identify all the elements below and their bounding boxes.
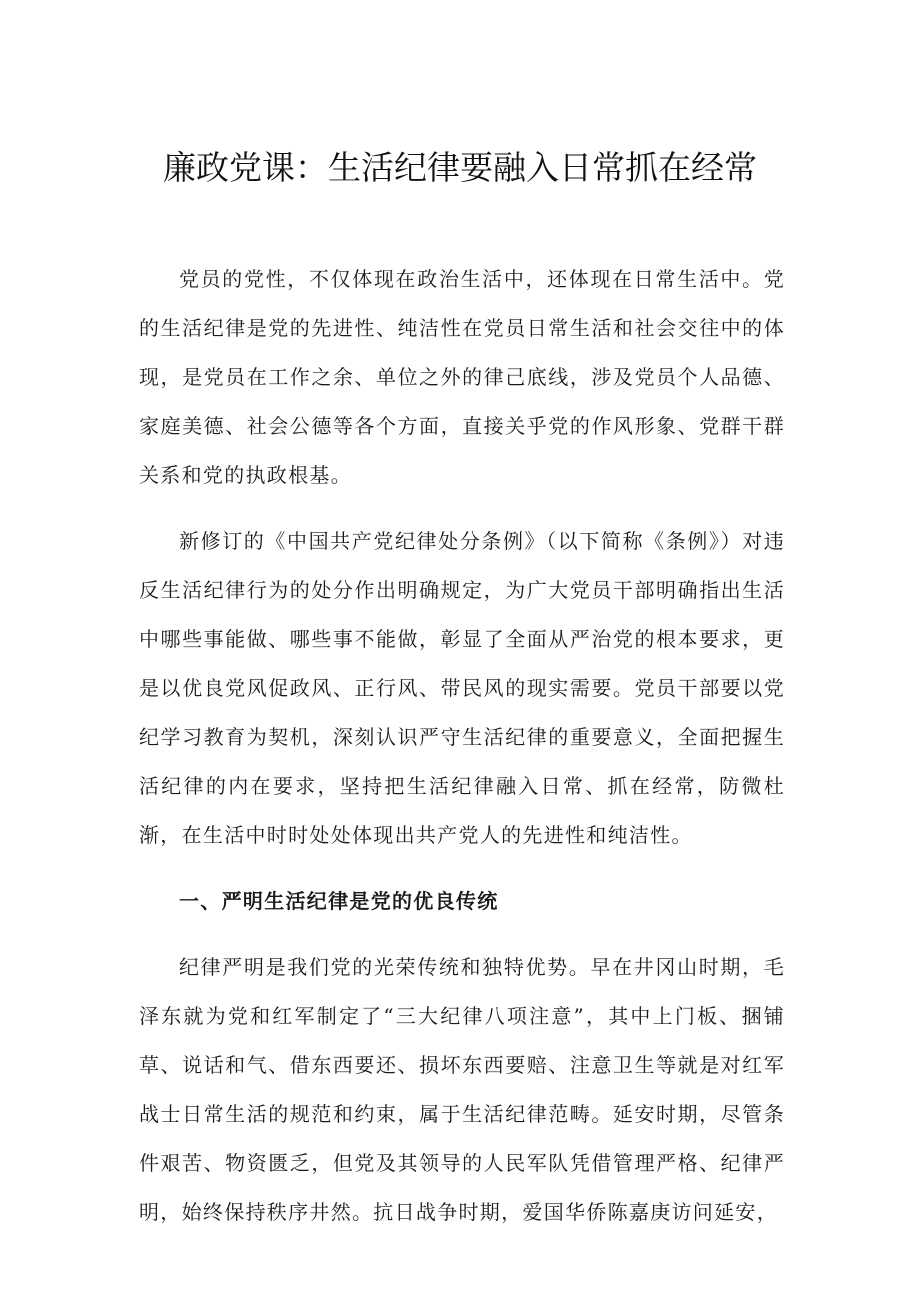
document-body [139, 255, 785, 1254]
paragraph-section-1: 纪律严明是我们党的光荣传统和独特优势。早在井冈山时期，毛泽东就为党和红军制定了“三大纪律八项注意”，其中上门板、捆铺草、说话和气、借东西要还、损坏东西要赔、注意卫生等就是对红军战士日常生活的规范和约束，属于生活纪律范畴。延安时期，尽管条件艰苦、物资匮乏，但党及其领导的人民军队凭借管理严格、纪律严明，始终保持秩序井然。抗日战争时期，爱国华侨陈嘉庚访问延安， [139, 955, 785, 1224]
paragraph-regulation: 新修订的《中国共产党纪律处分条例》（以下简称《条例》）对违反生活纪律行为的处分作出明确规定，为广大党员干部明确指出生活中哪些事能做、哪些事不能做，彰显了全面从严治党的根本要求，更是以优良党风促政风、正行风、带民风的现实需要。党员干部要以党纪学习教育为契机，深刻认识严守生活纪律的重要意义，全面把握生活纪律的内在要求，坚持把生活纪律融入日常、抓在经常，防微杜渐，在生活中时时处处体现出共产党人的先进性和纯洁性。 [139, 529, 785, 847]
section-heading-1: 一、严明生活纪律是党的优良传统 [179, 889, 499, 913]
document-title: 廉政党课：生活纪律要融入日常抓在经常 [163, 148, 757, 187]
paragraph-intro: 党员的党性，不仅体现在政治生活中，还体现在日常生活中。党的生活纪律是党的先进性、纯洁性在党员日常生活和社会交往中的体现，是党员在工作之余、单位之外的律己底线，涉及党员个人品德、家庭美德、社会公德等各个方面，直接关乎党的作风形象、党群干群关系和党的执政根基。 [139, 267, 785, 487]
